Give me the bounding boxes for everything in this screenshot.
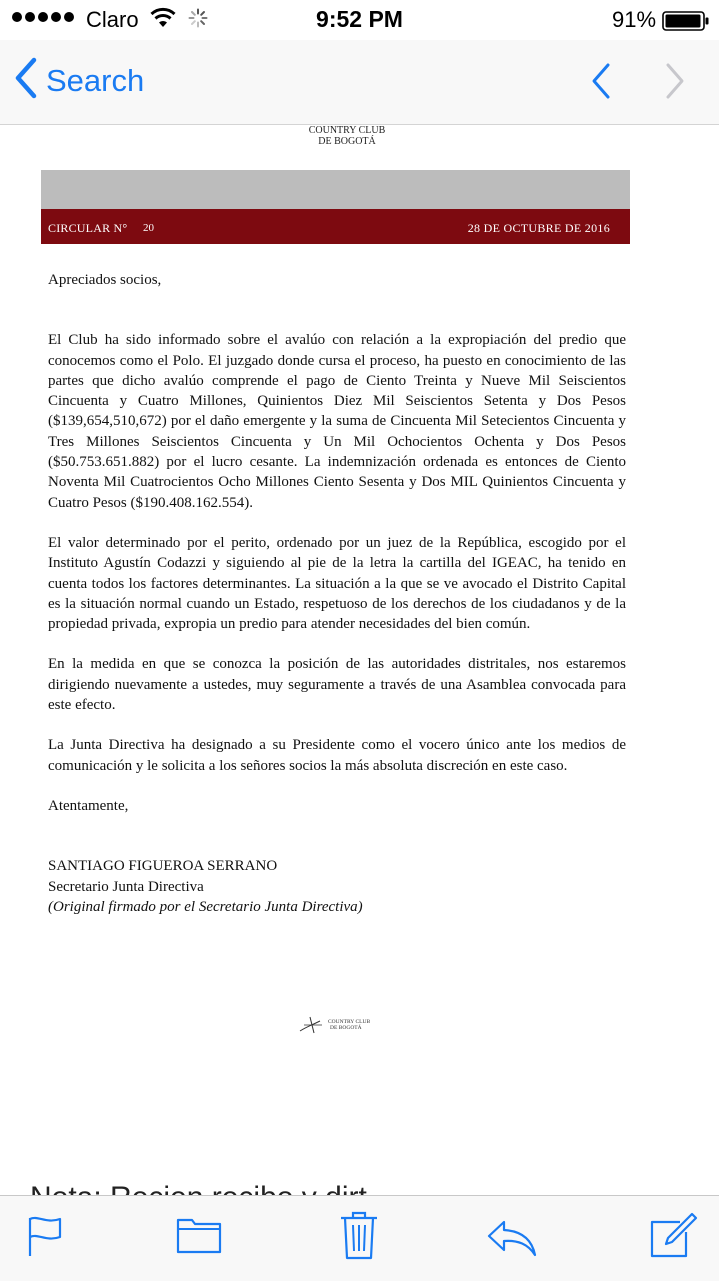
greeting: Apreciados socios,	[48, 272, 162, 288]
svg-text:COUNTRY CLUB: COUNTRY CLUB	[328, 1019, 371, 1025]
signer-role: Secretario Junta Directiva	[48, 878, 204, 895]
header-gray-band	[41, 170, 630, 209]
paragraph: En la medida en que se conozca la posición de las autoridades distritales, nos estaremos dirigiendo nuevamente a ustedes, muy seguramente a través de una Asamblea convocada para este efecto.	[48, 656, 626, 714]
battery-icon	[662, 11, 710, 36]
carrier-name: Claro	[86, 7, 139, 32]
next-message-preview	[30, 1182, 367, 1195]
next-message-button[interactable]	[664, 62, 686, 105]
club-logo: COUNTRY CLUB DE BOGOTÁ	[308, 125, 386, 147]
message-body-image	[0, 125, 719, 1195]
signer-name: SANTIAGO FIGUEROA SERRANO	[48, 858, 278, 875]
bottom-toolbar	[0, 1195, 719, 1281]
circular-date: 28 DE OCTUBRE DE 2016	[467, 221, 610, 235]
header-red-band	[41, 209, 630, 244]
paragraph: El valor determinado por el perito, ordenado por un juez de la República, escogido por el Instituto Agustín Codazzi y siguiendo al pie de la letra la cartilla del IGEAC, ha tenido en cuenta todos los factores determinantes. La situación a la que se ve avocado el Distrito Capital es la situación normal cuando un Estado, respetuoso de los derechos de los ciudadanos y de la propiedad privada, expropia un predio para atender necesidades del bien común.	[48, 534, 626, 633]
flag-icon[interactable]	[26, 1214, 64, 1263]
trash-icon[interactable]	[339, 1210, 379, 1267]
compose-icon[interactable]	[650, 1212, 698, 1265]
closing: Atentamente,	[48, 797, 129, 814]
signer-note: (Original firmado por el Secretario Junta Directiva)	[48, 898, 363, 915]
back-button-label: Search	[46, 62, 145, 98]
paragraph: El Club ha sido informado sobre el avalúo con relación a la expropiación del predio que conocemos como el Polo. El juzgado donde cursa el proceso, ha puesto en conocimiento de las partes que dicho avalúo comprende el pago de Ciento Treinta y Nueve Mil Seiscientos Cincuenta y Cuatro Millones, Quinientos Diez Mil Seiscientos Setenta y Dos Pesos ($139,654,510,672) por el daño emergente y la suma de Cincuenta Mil Setecientos Cincuenta y Tres Millones Seiscientos Cincuenta y Un Mil Ochocientos Ochenta y Dos Pesos ($50.753.651.882) por el lucro cesante. La indemnización ordenada es entonces de Ciento Noventa Mil Cuatrocientos Ocho Millones Ciento Sesenta y Dos MIL Quinientos Cincuenta y Cuatro Pesos ($190.408.162.554).	[48, 332, 626, 511]
chevron-left-icon	[14, 57, 38, 104]
battery-percentage: 91%	[612, 7, 657, 32]
svg-text:DE BOGOTÁ: DE BOGOTÁ	[330, 1025, 362, 1031]
paragraph: La Junta Directiva ha designado a su Presidente como el vocero único ante los medios de comunicación y le solicita a los señores socios la más absoluta discreción en este caso.	[48, 737, 626, 774]
letter-content	[48, 270, 626, 917]
folder-icon[interactable]	[176, 1214, 222, 1261]
signature-stamp	[298, 1013, 382, 1042]
reply-icon[interactable]	[486, 1218, 538, 1263]
back-button[interactable]	[14, 57, 144, 104]
previous-message-button[interactable]	[590, 62, 612, 105]
clock: 9:52 PM	[316, 6, 403, 32]
navigation-bar	[0, 40, 719, 125]
circular-number: 20	[143, 222, 154, 234]
circular-label: CIRCULAR N°	[48, 221, 128, 235]
status-bar	[0, 0, 719, 40]
